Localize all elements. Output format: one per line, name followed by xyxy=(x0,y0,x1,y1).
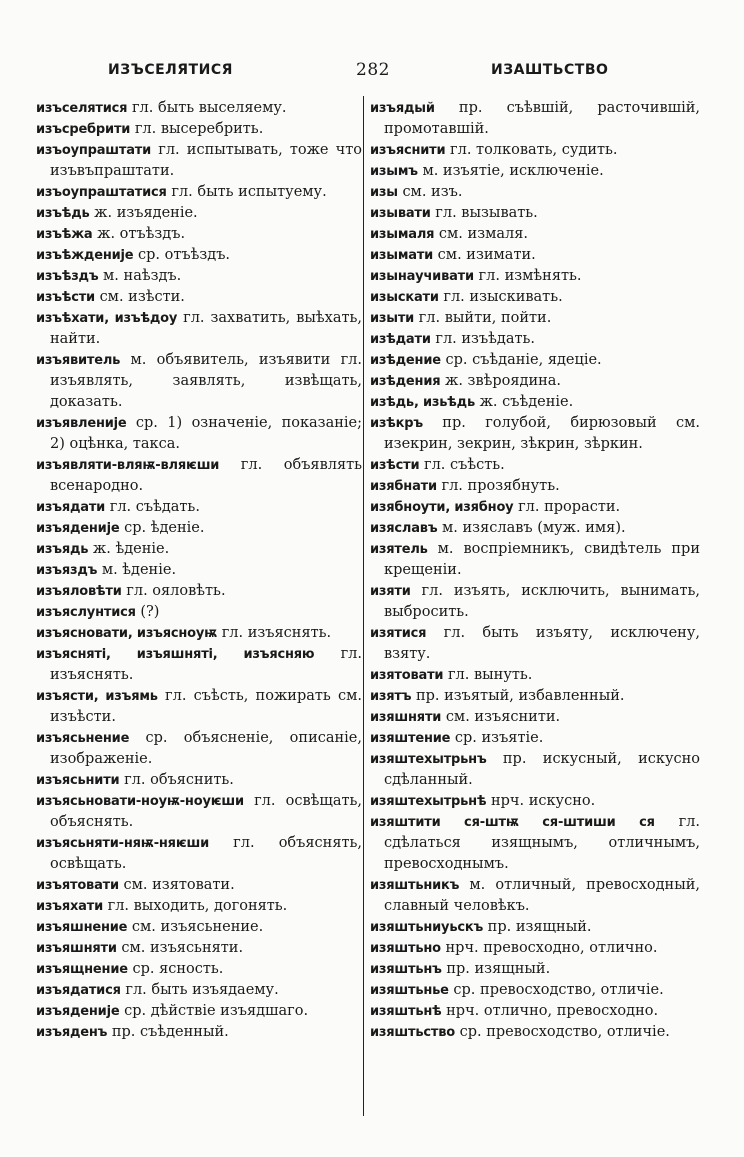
dictionary-entry xyxy=(36,224,362,245)
entry-headword: изъяловѣти xyxy=(36,584,122,599)
entry-headword: изябноути, изябноу xyxy=(370,500,514,515)
entry-headword: изяштьнье xyxy=(370,983,449,998)
right-column xyxy=(370,98,700,1043)
entry-definition: см. изъ. xyxy=(402,184,463,200)
entry-definition: пр. съѣвшій, расточившій, промотавшій. xyxy=(384,100,701,137)
entry-definition: гл. изъѣдать. xyxy=(435,331,536,347)
entry-headword: изъяздъ xyxy=(36,563,98,578)
entry-definition: пр. искусный, искусно сдѣланный. xyxy=(384,751,700,788)
entry-headword: изяславъ xyxy=(370,521,438,536)
dictionary-entry xyxy=(36,308,362,350)
dictionary-entry xyxy=(36,959,362,980)
entry-headword: изябнати xyxy=(370,479,437,494)
entry-headword: изъѣдь xyxy=(36,206,90,221)
dictionary-entry xyxy=(370,728,700,749)
dictionary-entry xyxy=(36,770,362,791)
page-number: 282 xyxy=(356,60,390,80)
dictionary-entry xyxy=(370,686,700,707)
entry-definition: м. изяславъ (муж. имя). xyxy=(442,520,626,536)
entry-headword: изъѣхати, изъѣдоу xyxy=(36,311,178,326)
dictionary-entry xyxy=(370,455,700,476)
entry-headword: изымати xyxy=(370,248,434,263)
entry-definition: см. измаля. xyxy=(438,226,528,242)
dictionary-entry xyxy=(36,623,362,644)
dictionary-entry xyxy=(36,728,362,770)
entry-headword: изыскати xyxy=(370,290,439,305)
entry-definition: ср. отъѣздъ. xyxy=(138,247,231,263)
entry-definition: гл. изъять, исключить, вынимать, выбросить. xyxy=(384,583,701,620)
entry-definition: ср. дѣйствіе изъядшаго. xyxy=(124,1003,309,1019)
entry-headword: изынаучивати xyxy=(370,269,474,284)
dictionary-entry xyxy=(36,539,362,560)
entry-definition: гл. съѣсть, пожирать см. изъѣсти. xyxy=(50,688,363,725)
entry-definition: гл. захватить, выѣхать, найти. xyxy=(50,310,362,347)
dictionary-entry xyxy=(370,917,700,938)
dictionary-entry xyxy=(370,413,700,455)
dictionary-entry xyxy=(36,1001,362,1022)
entry-headword: изъяшняти xyxy=(36,941,117,956)
entry-definition: гл. выходить, догонять. xyxy=(107,898,288,914)
entry-definition: гл. толковать, судить. xyxy=(450,142,618,158)
entry-definition: нрч. превосходно, отлично. xyxy=(445,940,658,956)
dictionary-entry xyxy=(36,140,362,182)
entry-headword: изъящнение xyxy=(36,962,128,977)
dictionary-entry xyxy=(36,833,362,875)
entry-headword: изяти xyxy=(370,584,411,599)
entry-headword: изяштьникъ xyxy=(370,878,460,893)
entry-headword: изъселятися xyxy=(36,101,128,116)
dictionary-entry xyxy=(36,791,362,833)
dictionary-entry xyxy=(36,350,362,413)
entry-definition: гл. быть выселяему. xyxy=(131,100,287,116)
entry-headword: изяштьно xyxy=(370,941,441,956)
entry-definition: см. изѣсти. xyxy=(99,289,185,305)
dictionary-entry xyxy=(36,1022,362,1043)
entry-headword: изъяснятi, изъяшнятi, изъясняю xyxy=(36,647,315,662)
dictionary-entry xyxy=(370,539,700,581)
entry-definition: м. воспріемникъ, свидѣтель при крещеніи. xyxy=(384,541,701,578)
dictionary-entry xyxy=(370,203,700,224)
running-head-right: ИЗАШТЬСТВО xyxy=(491,62,609,78)
dictionary-entry xyxy=(370,182,700,203)
dictionary-entry xyxy=(370,791,700,812)
entry-definition: нрч. искусно. xyxy=(490,793,596,809)
entry-headword: изымаля xyxy=(370,227,435,242)
entry-definition: гл. выйти, пойти. xyxy=(418,310,552,326)
entry-headword: изъяснити xyxy=(370,143,446,158)
column-divider xyxy=(363,96,364,1116)
entry-headword: изѣдь, изьѣдь xyxy=(370,395,475,410)
entry-headword: изъяденије xyxy=(36,1004,120,1019)
entry-definition: пр. съѣденный. xyxy=(111,1024,229,1040)
entry-headword: изъядь xyxy=(36,542,89,557)
dictionary-entry xyxy=(370,707,700,728)
dictionary-entry xyxy=(370,1001,700,1022)
entry-definition: гл. вынуть. xyxy=(447,667,533,683)
entry-definition: гл. испытывать, тоже что изъвъпраштати. xyxy=(50,142,362,179)
left-column xyxy=(36,98,362,1043)
dictionary-entry xyxy=(36,119,362,140)
entry-definition: гл. высеребрить. xyxy=(134,121,264,137)
entry-definition: ср. ясность. xyxy=(132,961,224,977)
entry-definition: гл. вызывать. xyxy=(435,205,538,221)
entry-headword: изымъ xyxy=(370,164,418,179)
entry-headword: изъсребрити xyxy=(36,122,131,137)
dictionary-entry xyxy=(370,518,700,539)
entry-headword: изяштьнѣ xyxy=(370,1004,442,1019)
dictionary-entry xyxy=(36,98,362,119)
entry-definition: нрч. отлично, превосходно. xyxy=(446,1003,659,1019)
dictionary-entry xyxy=(370,476,700,497)
dictionary-entry xyxy=(370,497,700,518)
dictionary-entry xyxy=(370,350,700,371)
entry-definition: гл. изъяснять. xyxy=(50,646,362,683)
dictionary-entry xyxy=(370,161,700,182)
entry-headword: изъясьнити xyxy=(36,773,120,788)
dictionary-entry xyxy=(370,1022,700,1043)
dictionary-entry xyxy=(370,749,700,791)
entry-definition: м. ѣденіе. xyxy=(101,562,177,578)
entry-definition: (?) xyxy=(140,604,160,620)
dictionary-entry xyxy=(370,392,700,413)
dictionary-entry xyxy=(36,455,362,497)
entry-headword: изы xyxy=(370,185,398,200)
dictionary-entry xyxy=(36,182,362,203)
dictionary-entry xyxy=(370,938,700,959)
entry-headword: изѣсти xyxy=(370,458,420,473)
entry-definition: гл. съѣдать. xyxy=(109,499,200,515)
dictionary-entry xyxy=(36,875,362,896)
entry-headword: изяштьниуьскъ xyxy=(370,920,484,935)
entry-headword: изъяшнение xyxy=(36,920,128,935)
entry-headword: изъядый xyxy=(370,101,435,116)
entry-headword: изъѣжденије xyxy=(36,248,134,263)
entry-definition: ср. ѣденіе. xyxy=(124,520,205,536)
entry-definition: см. изъясьняти. xyxy=(121,940,244,956)
entry-headword: изятися xyxy=(370,626,427,641)
entry-headword: изъоупраштатися xyxy=(36,185,167,200)
entry-definition: гл. прозябнуть. xyxy=(441,478,560,494)
entry-headword: изъяденије xyxy=(36,521,120,536)
entry-definition: гл. изъяснять. xyxy=(221,625,332,641)
entry-definition: см. изъяснити. xyxy=(445,709,561,725)
entry-definition: ср. съѣданіе, ядеціе. xyxy=(445,352,602,368)
entry-headword: изъясновати, изъясноуѭ xyxy=(36,626,218,641)
entry-headword: изъоупраштати xyxy=(36,143,152,158)
entry-definition: гл. съѣсть. xyxy=(424,457,505,473)
entry-headword: изъясьновати-ноуѭ-ноуѥши xyxy=(36,794,244,809)
entry-definition: гл. освѣщать, объяснять. xyxy=(50,793,362,830)
entry-definition: гл. ояловѣть. xyxy=(126,583,226,599)
entry-definition: гл. быть испытуему. xyxy=(171,184,327,200)
entry-definition: гл. объяснить. xyxy=(124,772,234,788)
dictionary-entry xyxy=(36,686,362,728)
dictionary-entry xyxy=(370,329,700,350)
entry-definition: см. изимати. xyxy=(437,247,536,263)
entry-headword: изяштение xyxy=(370,731,451,746)
entry-headword: изъѣздъ xyxy=(36,269,99,284)
dictionary-entry xyxy=(370,266,700,287)
entry-definition: пр. изящный. xyxy=(446,961,551,977)
entry-definition: гл. быть изъяту, исключену, взяту. xyxy=(384,625,700,662)
dictionary-entry xyxy=(36,518,362,539)
entry-headword: изяштьство xyxy=(370,1025,455,1040)
entry-definition: пр. голубой, бирюзовый см. изекрин, зекрин, зѣкрин, зѣркин. xyxy=(384,415,701,452)
entry-headword: изъяхати xyxy=(36,899,103,914)
dictionary-entry xyxy=(370,287,700,308)
dictionary-entry xyxy=(36,266,362,287)
entry-headword: изъядатися xyxy=(36,983,121,998)
dictionary-entry xyxy=(36,497,362,518)
entry-headword: изыти xyxy=(370,311,415,326)
dictionary-entry xyxy=(36,413,362,455)
entry-definition: ж. звѣроядина. xyxy=(445,373,562,389)
entry-definition: гл. объяснять, освѣщать. xyxy=(50,835,362,872)
dictionary-entry xyxy=(36,560,362,581)
dictionary-entry xyxy=(370,665,700,686)
entry-headword: изѣкръ xyxy=(370,416,423,431)
entry-headword: изъясьняти-няѭ-няѥши xyxy=(36,836,210,851)
entry-definition: гл. прорасти. xyxy=(518,499,621,515)
entry-headword: изъѣсти xyxy=(36,290,95,305)
dictionary-entry xyxy=(36,602,362,623)
entry-definition: ж. ѣденіе. xyxy=(92,541,170,557)
dictionary-entry xyxy=(370,308,700,329)
entry-definition: ср. объясненіе, описаніе, изображеніе. xyxy=(50,730,362,767)
dictionary-entry xyxy=(36,203,362,224)
dictionary-entry xyxy=(36,938,362,959)
entry-headword: изъяденъ xyxy=(36,1025,108,1040)
entry-definition: ср. 1) означеніе, показаніе; 2) оцѣнка, такса. xyxy=(50,415,362,452)
dictionary-entry xyxy=(36,896,362,917)
dictionary-entry xyxy=(36,245,362,266)
entry-definition: ж. отъѣздъ. xyxy=(97,226,186,242)
entry-headword: изяштехытрьнѣ xyxy=(370,794,487,809)
entry-headword: изъядати xyxy=(36,500,106,515)
entry-headword: изъяслунтися xyxy=(36,605,136,620)
entry-definition: м. изъятіе, исключеніе. xyxy=(422,163,604,179)
dictionary-entry xyxy=(370,959,700,980)
dictionary-entry xyxy=(370,623,700,665)
dictionary-entry xyxy=(370,224,700,245)
entry-headword: изяшняти xyxy=(370,710,442,725)
entry-headword: изѣдения xyxy=(370,374,441,389)
entry-definition: м. наѣздъ. xyxy=(103,268,182,284)
dictionary-entry xyxy=(370,245,700,266)
entry-headword: изъявляти-вляѭ-вляѥши xyxy=(36,458,220,473)
entry-definition: гл. сдѣлаться изящнымъ, отличнымъ, превосходнымъ. xyxy=(384,814,700,872)
entry-definition: гл. объявлять всенародно. xyxy=(50,457,363,494)
dictionary-entry xyxy=(36,917,362,938)
entry-definition: ср. превосходство, отличіе. xyxy=(453,982,664,998)
entry-definition: гл. изыскивать. xyxy=(443,289,563,305)
entry-headword: изъявитель xyxy=(36,353,121,368)
dictionary-entry xyxy=(370,140,700,161)
entry-definition: ж. изъяденіе. xyxy=(94,205,198,221)
dictionary-entry xyxy=(370,581,700,623)
entry-headword: изъясти, изъямь xyxy=(36,689,158,704)
entry-headword: изѣдати xyxy=(370,332,431,347)
entry-headword: изъявленије xyxy=(36,416,127,431)
entry-definition: м. отличный, превосходный, славный человѣкъ. xyxy=(384,877,701,914)
entry-headword: изяштити ся-штѭ ся-штиши ся xyxy=(370,815,655,830)
entry-definition: пр. изъятый, избавленный. xyxy=(415,688,625,704)
entry-headword: изъѣжа xyxy=(36,227,93,242)
entry-definition: ср. изъятіе. xyxy=(454,730,544,746)
dictionary-entry xyxy=(370,980,700,1001)
entry-definition: см. изъясьнение. xyxy=(131,919,264,935)
entry-headword: изяштехытрьнъ xyxy=(370,752,487,767)
dictionary-entry xyxy=(36,980,362,1001)
dictionary-entry xyxy=(370,371,700,392)
dictionary-entry xyxy=(370,875,700,917)
entry-headword: изятовати xyxy=(370,668,444,683)
entry-headword: изъясьнение xyxy=(36,731,130,746)
entry-headword: изятъ xyxy=(370,689,412,704)
dictionary-entry xyxy=(370,98,700,140)
running-head-left: ИЗЪСЕЛЯТИСЯ xyxy=(108,62,233,78)
entry-headword: изъятовати xyxy=(36,878,119,893)
entry-definition: пр. изящный. xyxy=(487,919,592,935)
entry-headword: изяштьнъ xyxy=(370,962,442,977)
dictionary-entry xyxy=(370,812,700,875)
dictionary-entry xyxy=(36,287,362,308)
entry-definition: м. объявитель, изъявити гл. изъявлять, заявлять, извѣщать, доказать. xyxy=(50,352,362,410)
entry-headword: изятель xyxy=(370,542,428,557)
entry-definition: см. изятовати. xyxy=(123,877,235,893)
dictionary-entry xyxy=(36,644,362,686)
entry-definition: гл. измѣнять. xyxy=(478,268,582,284)
entry-headword: изѣдение xyxy=(370,353,441,368)
entry-headword: изывати xyxy=(370,206,431,221)
entry-definition: гл. быть изъядаему. xyxy=(125,982,279,998)
entry-definition: ср. превосходство, отличіе. xyxy=(459,1024,670,1040)
entry-definition: ж. съѣденіе. xyxy=(479,394,574,410)
dictionary-entry xyxy=(36,581,362,602)
